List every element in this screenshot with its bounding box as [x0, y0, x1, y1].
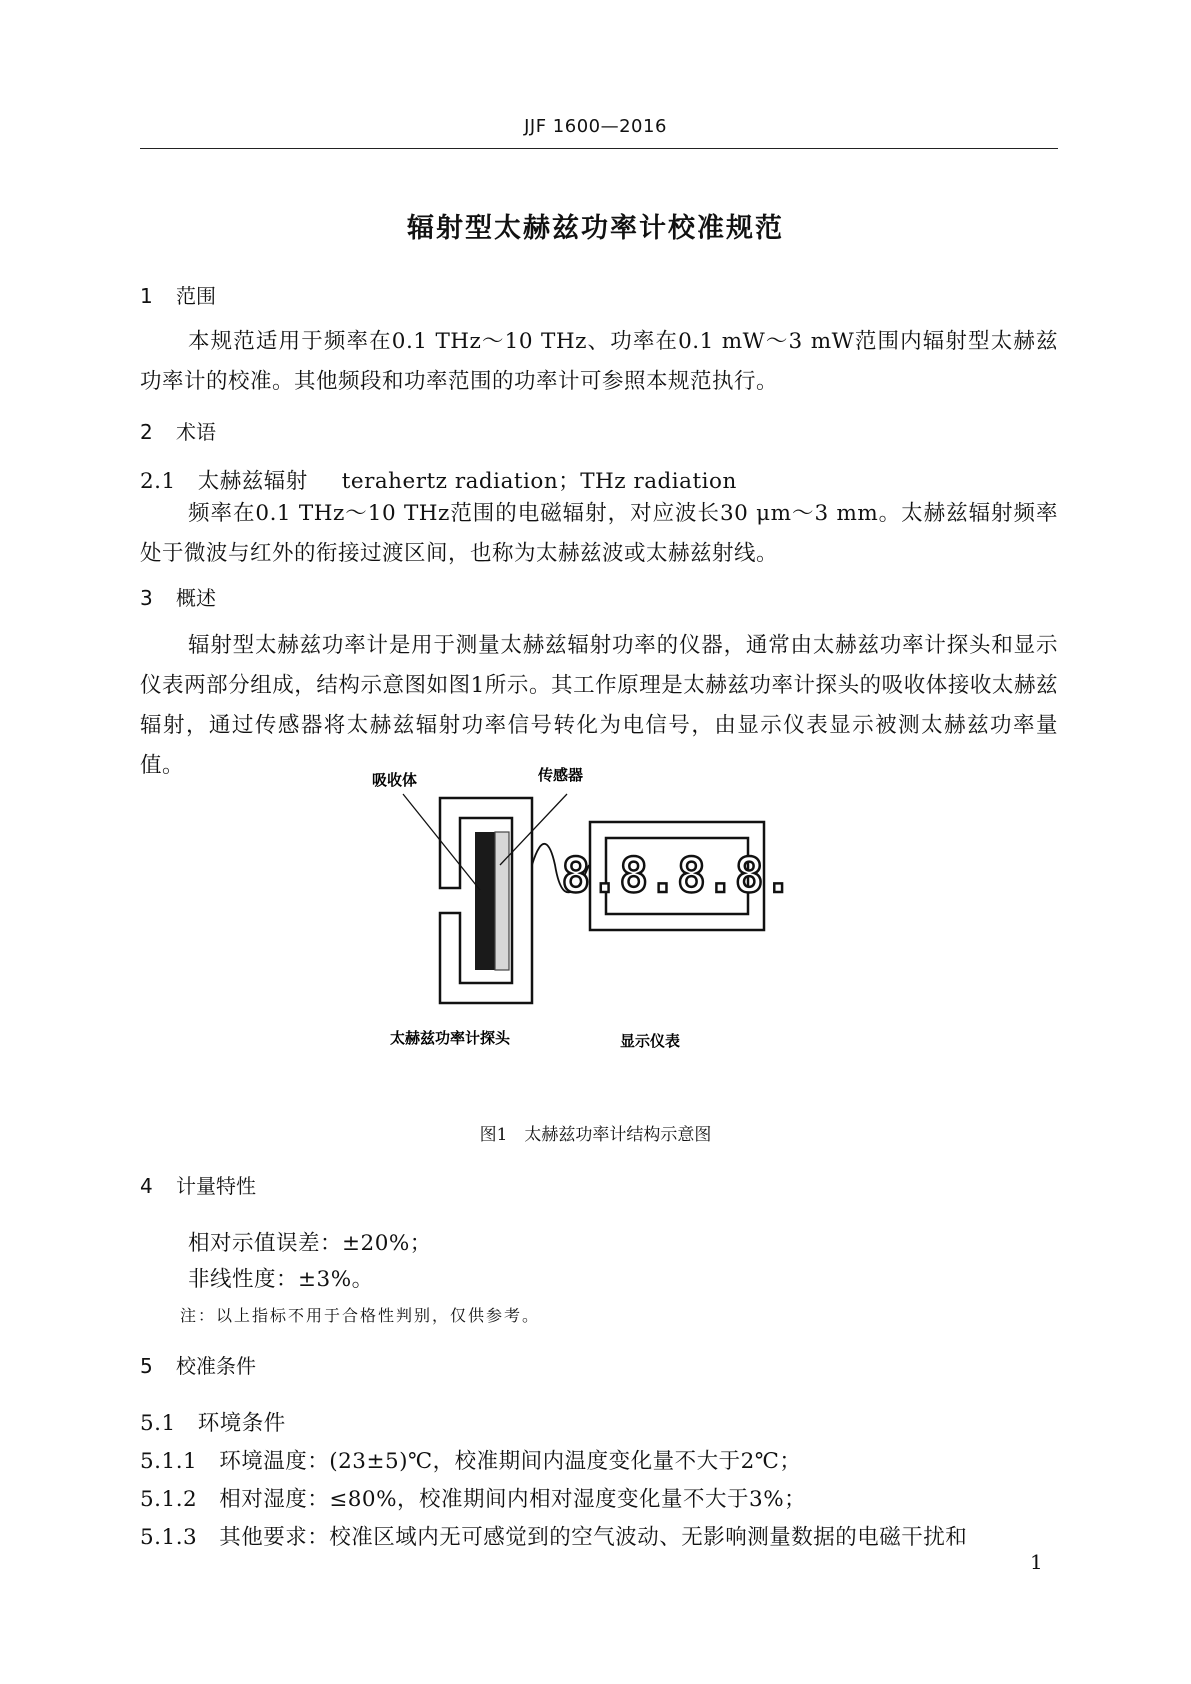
section-3-heading	[140, 582, 216, 611]
term-2-1-definition: 频率在0.1 THz～10 THz范围的电磁辐射，对应波长30 μm～3 mm。太赫兹辐射频率处于微波与红外的衔接过渡区间，也称为太赫兹波或太赫兹射线。	[140, 501, 1058, 566]
absorber-label: 吸收体	[372, 771, 418, 789]
term-chinese: 太赫兹辐射	[197, 469, 308, 494]
absorber-leader-line	[403, 794, 480, 890]
section-title: 校准条件	[176, 1354, 256, 1378]
display-digits: 8.8.8.8.	[561, 848, 793, 904]
section-number: 5	[140, 1354, 153, 1378]
term-2-1-heading	[140, 464, 737, 495]
display-label: 显示仪表	[620, 1032, 681, 1050]
section-title: 范围	[176, 284, 216, 308]
section-4-heading	[140, 1170, 256, 1199]
sensor-block	[495, 832, 509, 970]
document-code-header: JJF 1600—2016	[524, 116, 667, 137]
section-5-heading	[140, 1350, 256, 1379]
clause-5-1-3: 5.1.3 其他要求：校准区域内无可感觉到的空气波动、无影响测量数据的电磁干扰和	[140, 1525, 968, 1550]
clause-5-1-1: 5.1.1 环境温度：(23±5)℃，校准期间内温度变化量不大于2℃；	[140, 1449, 802, 1474]
relative-error-spec: 相对示值误差：±20%；	[188, 1231, 432, 1256]
probe-label: 太赫兹功率计探头	[390, 1029, 511, 1047]
clause-5-1: 5.1 环境条件	[140, 1411, 286, 1436]
power-meter-diagram	[372, 760, 820, 1100]
section-title: 术语	[176, 420, 216, 444]
overview-paragraph: 辐射型太赫兹功率计是用于测量太赫兹辐射功率的仪器，通常由太赫兹功率计探头和显示仪表两部分组成，结构示意图如图1所示。其工作原理是太赫兹功率计探头的吸收体接收太赫兹辐射，通过传感器将太赫兹辐射功率信号转化为电信号，由显示仪表显示被测太赫兹功率量值。	[140, 633, 1058, 778]
document-title: 辐射型太赫兹功率计校准规范	[407, 213, 784, 244]
section-number: 3	[140, 586, 153, 610]
nonlinearity-spec: 非线性度：±3%。	[188, 1267, 374, 1292]
section-number: 2	[140, 420, 153, 444]
section-number: 1	[140, 284, 153, 308]
page-number: 1	[1030, 1550, 1043, 1574]
absorber-block	[475, 832, 495, 970]
clause-5-1-2: 5.1.2 相对湿度：≤80%，校准期间内相对湿度变化量不大于3%；	[140, 1487, 807, 1512]
section-title: 概述	[176, 586, 216, 610]
header-rule	[140, 148, 1058, 149]
sensor-leader-line	[500, 794, 567, 865]
section-number: 4	[140, 1174, 153, 1198]
section-title: 计量特性	[176, 1174, 256, 1198]
figure-caption: 图1 太赫兹功率计结构示意图	[479, 1125, 712, 1145]
term-number: 2.1	[140, 469, 176, 494]
section-2-heading	[140, 416, 216, 445]
display-meter	[561, 822, 792, 930]
spec-note: 注：以上指标不用于合格性判别，仅供参考。	[180, 1306, 541, 1325]
sensor-label: 传感器	[538, 766, 584, 784]
section-1-heading	[140, 280, 216, 309]
scope-paragraph: 本规范适用于频率在0.1 THz～10 THz、功率在0.1 mW～3 mW范围内辐射型太赫兹功率计的校准。其他频段和功率范围的功率计可参照本规范执行。	[140, 329, 1058, 394]
term-english: terahertz radiation；THz radiation	[341, 469, 737, 494]
